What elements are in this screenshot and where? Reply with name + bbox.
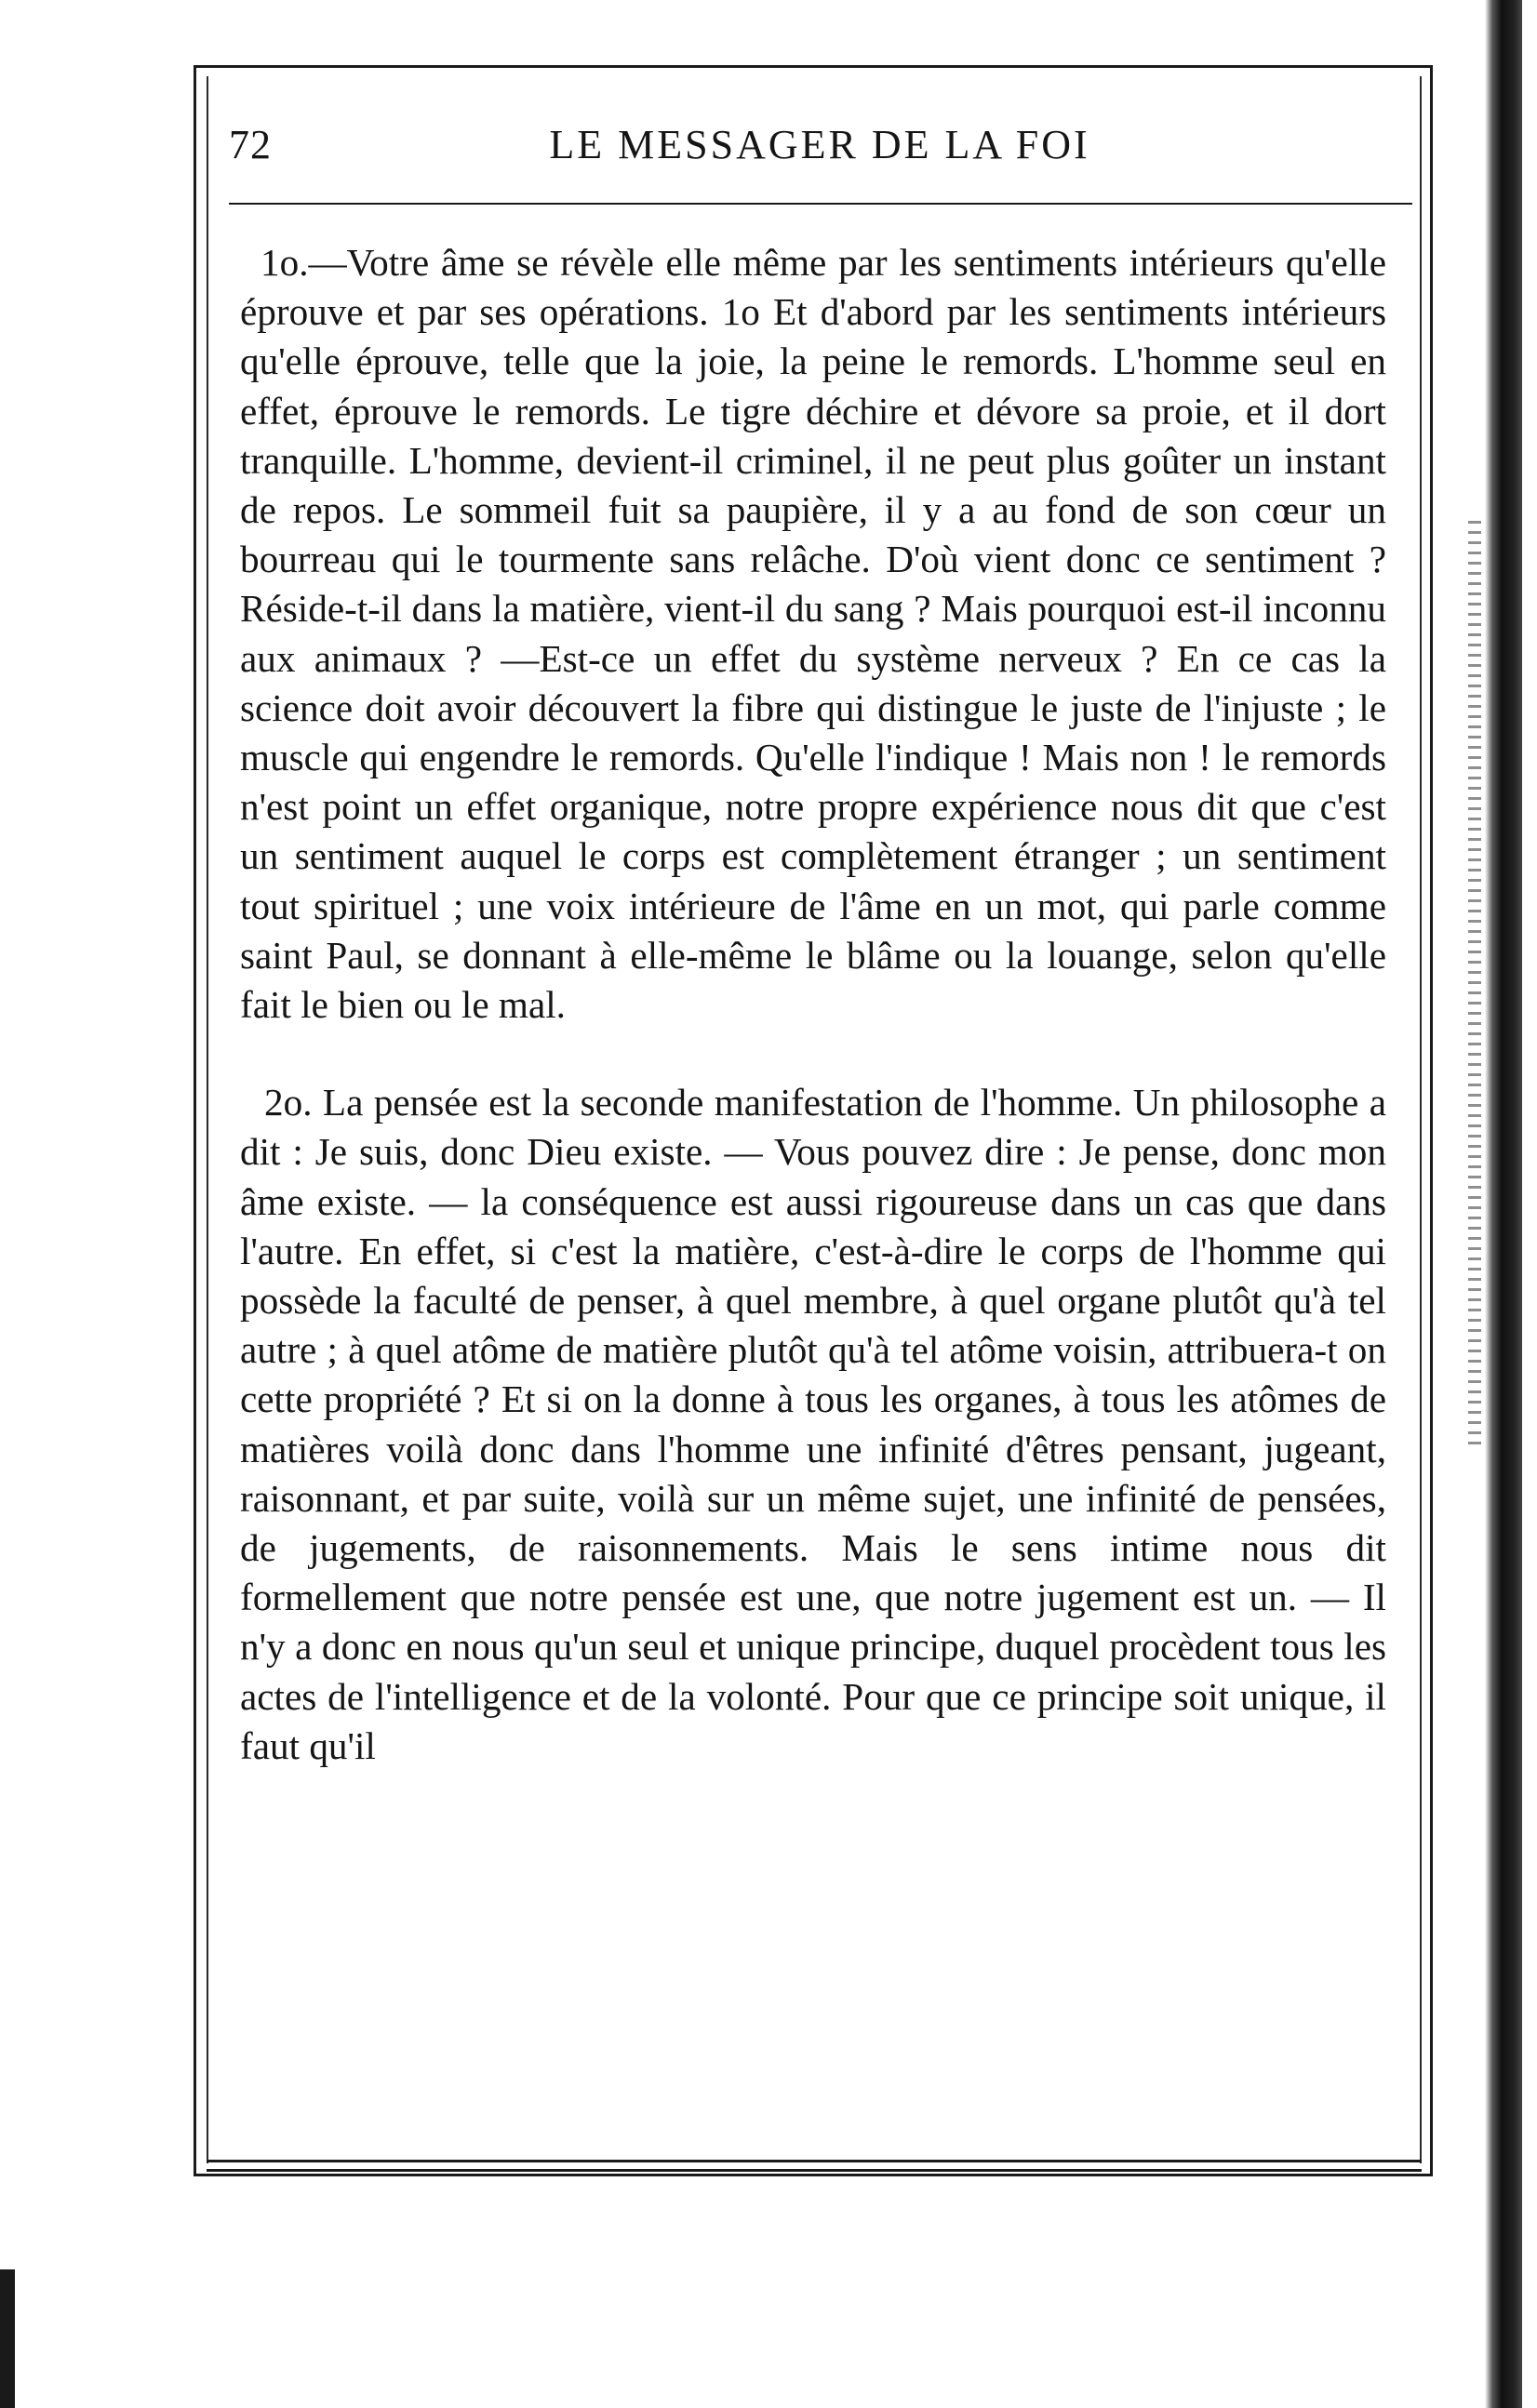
scan-edge-mark bbox=[0, 2269, 15, 2408]
book-spine-shadow bbox=[1485, 0, 1522, 2408]
page-edge-marks bbox=[1468, 521, 1481, 1451]
paragraph-gap bbox=[240, 1030, 1386, 1078]
page-number: 72 bbox=[229, 122, 272, 167]
running-title: LE MESSAGER DE LA FOI bbox=[549, 122, 1090, 167]
paragraph-soul-feelings: 1o.—Votre âme se révèle elle même par les sentiments intérieurs qu'elle éprouve et par ses opérations. 1o Et d'abord par les sentiments intérieurs qu'elle éprouve, telle que la joie, la peine le remords. L'homme seul en effet, éprouve le remords. Le tigre déchire et dévore sa proie, et il dort tranquille. L'homme, devient-il criminel, il ne peut plus goûter un instant de repos. Le sommeil fuit sa paupière, il y a au fond de son cœur un bourreau qui le tourmente sans relâche. D'où vient donc ce sentiment ? Réside-t-il dans la matière, vient-il du sang ? Mais pourquoi est-il inconnu aux animaux ? —Est-ce un effet du système nerveux ? En ce cas la science doit avoir découvert la fibre qui distingue le juste de l'injuste ; le muscle qui engendre le remords. Qu'elle l'indique ! Mais non ! le remords n'est point un effet organique, notre propre expérience nous dit que c'est un sentiment auquel le corps est complètement étranger ; un sentiment tout spirituel ; une voix intérieure de l'âme en un mot, qui parle comme saint Paul, se donnant à elle-même le blâme ou la louange, selon qu'elle fait le bien ou le mal. bbox=[240, 241, 1386, 1027]
header-rule bbox=[229, 203, 1412, 205]
bottom-rule-lower bbox=[207, 2169, 1422, 2172]
bottom-rule-upper bbox=[207, 2160, 1422, 2162]
paragraph-thought: 2o. La pensée est la seconde manifestation de l'homme. Un philosophe a dit : Je suis, donc Dieu existe. — Vous pouvez dire : Je pense, donc mon âme existe. — la conséquence est aussi rigoureuse dans un cas que dans l'autre. En effet, si c'est la matière, c'est-à-dire le corps de l'homme qui possède la faculté de penser, à quel membre, à quel organe plutôt qu'à tel autre ; à quel atôme de matière plutôt qu'à tel atôme voisin, attribuera-t on cette propriété ? Et si on la donne à tous les organes, à tous les atômes de matières voilà donc dans l'homme une infinité d'êtres pensant, jugeant, raisonnant, et par suite, voilà sur un même sujet, une infinité de pensées, de jugements, de raisonnements. Mais le sens intime nous dit formellement que notre pensée est une, que notre jugement est un. — Il n'y a donc en nous qu'un seul et unique principe, duquel procèdent tous les actes de l'intelligence et de la volonté. Pour que ce principe soit unique, il faut qu'il bbox=[240, 1081, 1386, 1767]
running-header bbox=[229, 110, 1410, 175]
body-text bbox=[240, 238, 1386, 1771]
